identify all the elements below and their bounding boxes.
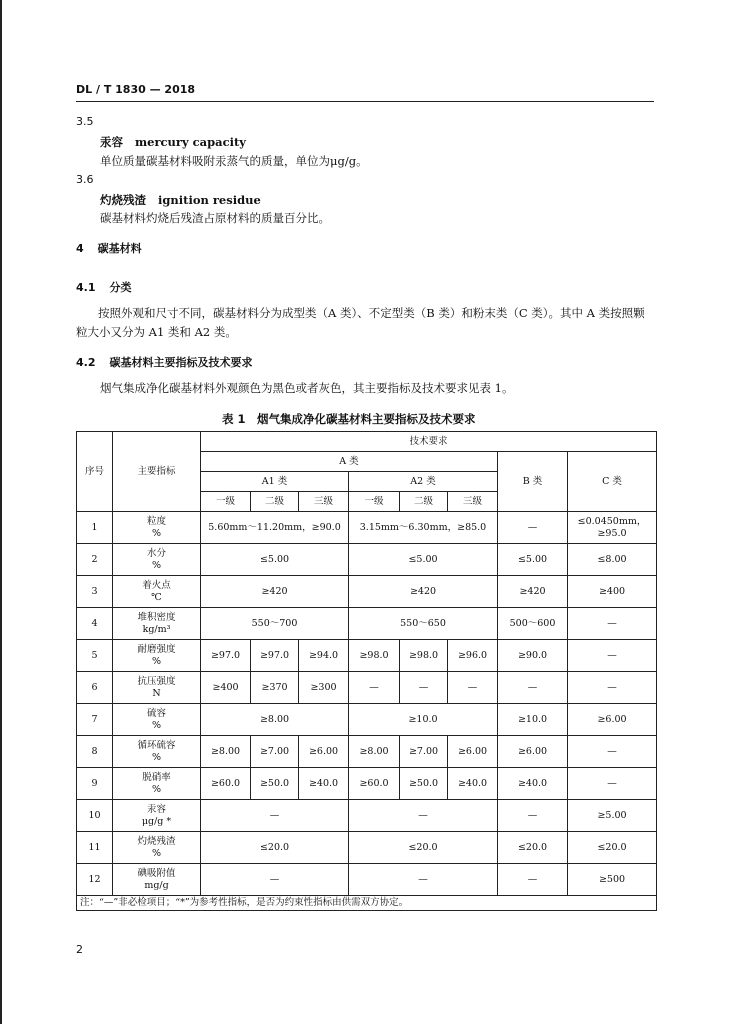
- grade-value: ≥50.0: [400, 768, 448, 800]
- b-value: —: [498, 672, 568, 704]
- grade-value: ≥40.0: [448, 768, 498, 800]
- indicator-cell: 汞容 μg/g *: [113, 800, 201, 832]
- a2-value: —: [349, 864, 498, 896]
- row-number: 3: [77, 576, 113, 608]
- grade-value: ≥6.00: [299, 736, 349, 768]
- table-row: [77, 864, 657, 896]
- b-value: —: [498, 800, 568, 832]
- c-value: —: [568, 672, 657, 704]
- section-heading-4-1: 4.1 分类: [76, 281, 132, 294]
- grade-value: ≥8.00: [201, 736, 251, 768]
- c-value: ≥400: [568, 576, 657, 608]
- indicator-cell: 硫容 %: [113, 704, 201, 736]
- indicator-cell: 循环硫容 %: [113, 736, 201, 768]
- table-row: [77, 832, 657, 864]
- indicator-cell: 抗压强度 N: [113, 672, 201, 704]
- c-value: ≥500: [568, 864, 657, 896]
- row-number: 2: [77, 544, 113, 576]
- header-b-class: B 类: [498, 452, 568, 512]
- grade-value: ≥40.0: [299, 768, 349, 800]
- c-value: ≤20.0: [568, 832, 657, 864]
- row-number: 6: [77, 672, 113, 704]
- header-grade-3: 三级: [299, 492, 349, 512]
- a2-value: 3.15mm～6.30mm，≥85.0: [349, 512, 498, 544]
- table-caption: 表 1 烟气集成净化碳基材料主要指标及技术要求: [222, 412, 476, 426]
- grade-value: ≥98.0: [400, 640, 448, 672]
- grade-value: ≥97.0: [201, 640, 251, 672]
- row-number: 12: [77, 864, 113, 896]
- section-number-3-6: 3.6: [76, 173, 94, 186]
- term-cn: 汞容: [100, 135, 123, 149]
- a1-value: ≥420: [201, 576, 349, 608]
- a1-value: ≤20.0: [201, 832, 349, 864]
- indicator-cell: 堆积密度 kg/m³: [113, 608, 201, 640]
- grade-value: ≥97.0: [251, 640, 299, 672]
- grade-value: —: [400, 672, 448, 704]
- table-row: [77, 768, 657, 800]
- header-grade-2: 二级: [400, 492, 448, 512]
- grade-value: ≥400: [201, 672, 251, 704]
- row-number: 7: [77, 704, 113, 736]
- page-edge: [0, 0, 2, 1024]
- a2-value: 550～650: [349, 608, 498, 640]
- indicator-cell: 灼烧残渣 %: [113, 832, 201, 864]
- row-number: 4: [77, 608, 113, 640]
- table-row: [77, 736, 657, 768]
- b-value: ≥6.00: [498, 736, 568, 768]
- grade-value: ≥6.00: [448, 736, 498, 768]
- table-row: [77, 640, 657, 672]
- row-number: 11: [77, 832, 113, 864]
- section-heading-4-2: 4.2 碳基材料主要指标及技术要求: [76, 356, 253, 369]
- indicator-cell: 碘吸附值 mg/g: [113, 864, 201, 896]
- table-row: [77, 672, 657, 704]
- table-note: 注：“—”非必检项目；“*”为参考性指标，是否为约束性指标由供需双方协定。: [77, 896, 657, 911]
- paragraph-4-1: 按照外观和尺寸不同，碳基材料分为成型类（A 类）、不定型类（B 类）和粉末类（C 类）。其中 A 类按照颗粒大小又分为 A1 类和 A2 类。: [76, 306, 645, 339]
- c-value: —: [568, 768, 657, 800]
- term-3-5: [100, 134, 246, 150]
- indicator-cell: 水分 %: [113, 544, 201, 576]
- grade-value: ≥370: [251, 672, 299, 704]
- header-grade-3: 三级: [448, 492, 498, 512]
- header-grade-2: 二级: [251, 492, 299, 512]
- grade-value: ≥7.00: [400, 736, 448, 768]
- c-value: ≥6.00: [568, 704, 657, 736]
- definition-3-6: 碳基材料灼烧后残渣占原材料的质量百分比。: [100, 211, 330, 225]
- b-value: —: [498, 864, 568, 896]
- grade-value: —: [349, 672, 400, 704]
- table-row: [77, 800, 657, 832]
- a1-value: —: [201, 800, 349, 832]
- a2-value: —: [349, 800, 498, 832]
- grade-value: ≥96.0: [448, 640, 498, 672]
- table-row: [77, 512, 657, 544]
- a1-value: ≥8.00: [201, 704, 349, 736]
- spec-table: [76, 431, 657, 911]
- b-value: 500～600: [498, 608, 568, 640]
- header-a1: A1 类: [201, 472, 349, 492]
- section-number-3-5: 3.5: [76, 115, 94, 128]
- term-en: ignition residue: [158, 193, 261, 207]
- grade-value: ≥300: [299, 672, 349, 704]
- a1-value: 550～700: [201, 608, 349, 640]
- row-number: 8: [77, 736, 113, 768]
- a2-value: ≤20.0: [349, 832, 498, 864]
- grade-value: ≥60.0: [201, 768, 251, 800]
- table-row: [77, 544, 657, 576]
- a1-value: 5.60mm～11.20mm，≥90.0: [201, 512, 349, 544]
- header-a2: A2 类: [349, 472, 498, 492]
- indicator-cell: 耐磨强度 %: [113, 640, 201, 672]
- standard-code: DL / T 1830 — 2018: [76, 83, 196, 96]
- indicator-cell: 脱硝率 %: [113, 768, 201, 800]
- b-value: ≥40.0: [498, 768, 568, 800]
- header-c-class: C 类: [568, 452, 657, 512]
- c-value: —: [568, 736, 657, 768]
- b-value: —: [498, 512, 568, 544]
- header-rule: [76, 101, 654, 102]
- b-value: ≤5.00: [498, 544, 568, 576]
- a2-value: ≤5.00: [349, 544, 498, 576]
- term-cn: 灼烧残渣: [100, 193, 146, 207]
- paragraph-4-2: 烟气集成净化碳基材料外观颜色为黑色或者灰色，其主要指标及技术要求见表 1。: [100, 381, 514, 395]
- c-value: ≥5.00: [568, 800, 657, 832]
- grade-value: ≥60.0: [349, 768, 400, 800]
- grade-value: ≥50.0: [251, 768, 299, 800]
- header-seq: 序号: [77, 432, 113, 512]
- b-value: ≥90.0: [498, 640, 568, 672]
- header-grade-1: 一级: [349, 492, 400, 512]
- header-grade-1: 一级: [201, 492, 251, 512]
- page-number: 2: [76, 943, 83, 956]
- c-value: —: [568, 640, 657, 672]
- term-3-6: [100, 192, 261, 208]
- a1-value: —: [201, 864, 349, 896]
- c-value: ≤8.00: [568, 544, 657, 576]
- c-value: —: [568, 608, 657, 640]
- row-number: 5: [77, 640, 113, 672]
- b-value: ≥420: [498, 576, 568, 608]
- indicator-cell: 着火点 ℃: [113, 576, 201, 608]
- a2-value: ≥10.0: [349, 704, 498, 736]
- row-number: 10: [77, 800, 113, 832]
- term-en: mercury capacity: [135, 135, 246, 149]
- a2-value: ≥420: [349, 576, 498, 608]
- grade-value: ≥98.0: [349, 640, 400, 672]
- table-row: [77, 576, 657, 608]
- grade-value: ≥7.00: [251, 736, 299, 768]
- indicator-cell: 粒度 %: [113, 512, 201, 544]
- a1-value: ≤5.00: [201, 544, 349, 576]
- grade-value: ≥94.0: [299, 640, 349, 672]
- header-indicator: 主要指标: [113, 432, 201, 512]
- row-number: 1: [77, 512, 113, 544]
- grade-value: —: [448, 672, 498, 704]
- definition-3-5: 单位质量碳基材料吸附汞蒸气的质量，单位为μg/g。: [100, 154, 368, 168]
- grade-value: ≥8.00: [349, 736, 400, 768]
- table-row: [77, 608, 657, 640]
- c-value: ≤0.0450mm， ≥95.0: [568, 512, 657, 544]
- row-number: 9: [77, 768, 113, 800]
- b-value: ≥10.0: [498, 704, 568, 736]
- b-value: ≤20.0: [498, 832, 568, 864]
- header-a-class: A 类: [201, 452, 498, 472]
- table-row: [77, 704, 657, 736]
- header-tech-req: 技术要求: [201, 432, 657, 452]
- section-heading-4: 4 碳基材料: [76, 242, 142, 255]
